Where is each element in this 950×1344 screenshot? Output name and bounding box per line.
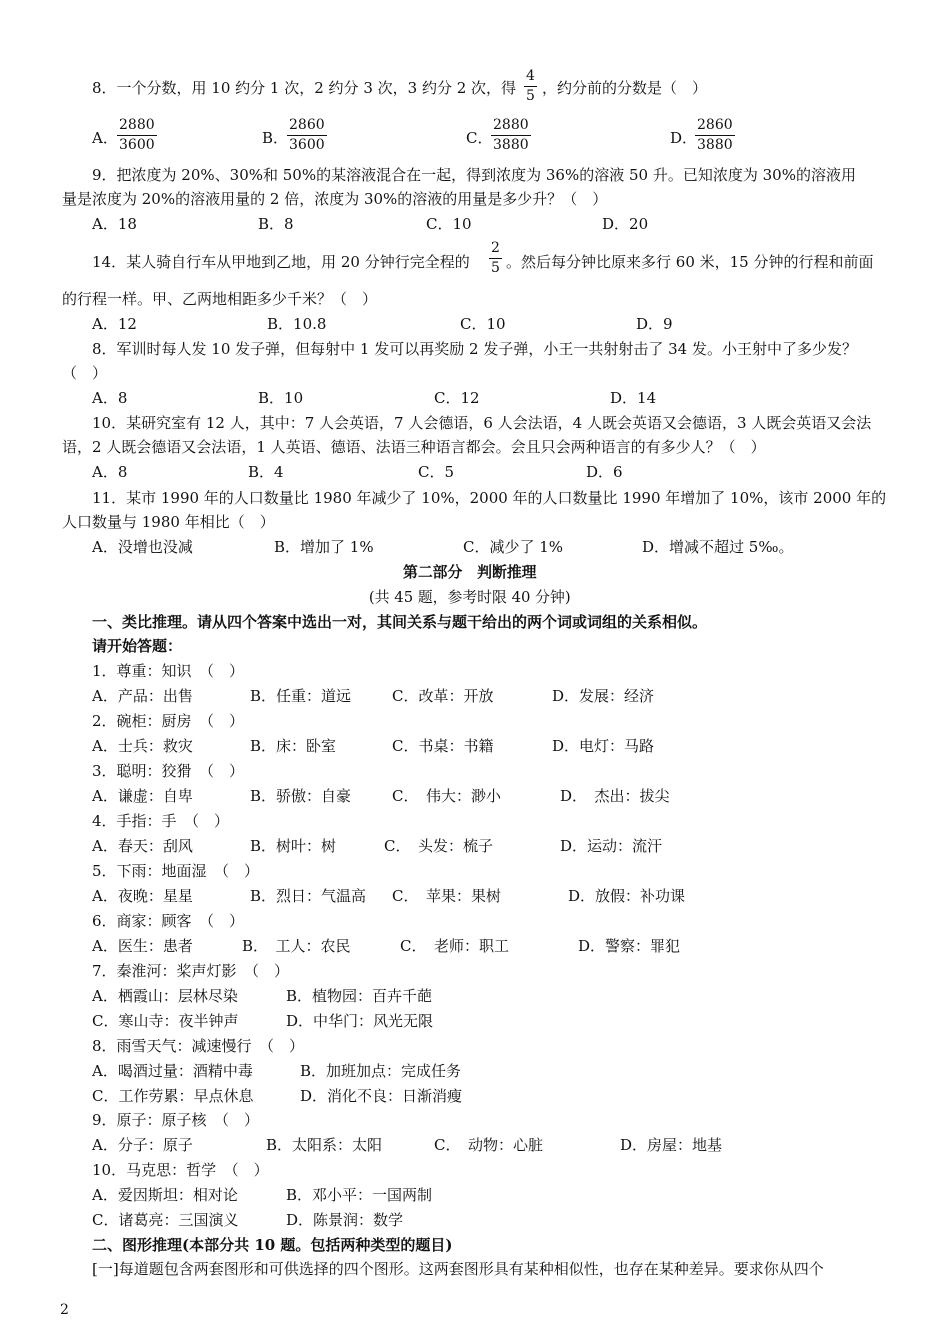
analogy-6-option-c: C． 老师：职工 xyxy=(400,937,509,955)
page-number: 2 xyxy=(60,1302,69,1318)
analogy-4-option-b: B．树叶：树 xyxy=(250,837,337,855)
q8b-line1: 8．军训时每人发 10 发子弹，但每射中 1 发可以再奖励 2 发子弹，小王一共射射击了 34 发。小王射中了多少发？ xyxy=(92,340,857,358)
q8a-option-b xyxy=(287,117,327,154)
analogy-5-option-c: C． 苹果：果树 xyxy=(392,887,501,905)
q8a-option-a-num: 2880 xyxy=(117,117,157,136)
q14-frac-num: 2 xyxy=(489,240,502,259)
q8a-stem-a: 8．一个分数，用 10 约分 1 次，2 约分 3 次，3 约分 2 次，得 xyxy=(92,79,517,97)
q10-option-c: C．5 xyxy=(418,463,455,481)
analogy-2-option-d: D．电灯：马路 xyxy=(552,737,655,755)
sec1-heading: 一、类比推理。请从四个答案中选出一对，其间关系与题干给出的两个词或词组的关系相似。 xyxy=(92,613,708,631)
q8a-option-c xyxy=(491,117,531,154)
q8a-stem-b: ，约分前的分数是（ ） xyxy=(542,79,708,97)
analogy-10-option-c: C．诸葛亮：三国演义 xyxy=(92,1211,239,1229)
analogy-4-option-a: A．春天：刮风 xyxy=(92,837,193,855)
q11-line2: 人口数量与 1980 年相比（ ） xyxy=(62,513,275,531)
q10-option-a: A．8 xyxy=(92,463,128,481)
analogy-9-option-a: A．分子：原子 xyxy=(92,1136,193,1154)
q11-line1: 11．某市 1990 年的人口数量比 1980 年减少了 10%，2000 年的人口数量比 1990 年增加了 10%，该市 2000 年的 xyxy=(92,489,887,507)
q8a-option-b-label: B． xyxy=(262,129,289,147)
analogy-6-option-b: B． 工人：农民 xyxy=(242,937,351,955)
q9-line2: 量是浓度为 20%的溶液用量的 2 倍，浓度为 30%的溶液的用量是多少升？（ ） xyxy=(62,190,608,208)
analogy-10-option-b: B．邓小平：一国两制 xyxy=(286,1186,433,1204)
analogy-4-option-c: C． 头发：梳子 xyxy=(384,837,493,855)
q8b-option-d: D．14 xyxy=(610,389,657,407)
q11-option-d: D．增减不超过 5‰。 xyxy=(642,538,794,556)
q14-option-b: B．10.8 xyxy=(267,315,327,333)
q9-option-c: C．10 xyxy=(426,215,472,233)
sec2-line1: [一]每道题包含两套图形和可供选择的四个图形。这两套图形具有某种相似性，也存在某种差异。要求你从四个 xyxy=(92,1260,824,1278)
q14-fraction xyxy=(489,240,502,277)
analogy-1-option-b: B．任重：道远 xyxy=(250,687,352,705)
analogy-3-option-a: A．谦虚：自卑 xyxy=(92,787,193,805)
q8a-option-a-label: A． xyxy=(92,129,118,147)
q8a-option-b-num: 2860 xyxy=(287,117,327,136)
analogy-5-stem: 5．下雨：地面湿 （ ） xyxy=(92,862,260,880)
analogy-7-stem: 7．秦淮河：桨声灯影 （ ） xyxy=(92,962,290,980)
q14-line2: 的行程一样。甲、乙两地相距多少千米？（ ） xyxy=(62,290,378,308)
analogy-3-option-c: C． 伟大：渺小 xyxy=(392,787,501,805)
q8b-option-c: C．12 xyxy=(434,389,480,407)
analogy-8-option-b: B．加班加点：完成任务 xyxy=(300,1062,462,1080)
analogy-1-stem: 1．尊重：知识 （ ） xyxy=(92,662,245,680)
q8a-option-c-num: 2880 xyxy=(491,117,531,136)
analogy-8-option-c: C．工作劳累：早点休息 xyxy=(92,1087,254,1105)
analogy-4-option-d: D．运动：流汗 xyxy=(560,837,663,855)
analogy-10-option-a: A．爱因斯坦：相对论 xyxy=(92,1186,238,1204)
analogy-7-option-d: D．中华门：风光无限 xyxy=(286,1012,434,1030)
analogy-7-option-b: B．植物园：百卉千葩 xyxy=(286,987,433,1005)
analogy-2-stem: 2．碗柜：厨房 （ ） xyxy=(92,712,245,730)
analogy-1-option-d: D．发展：经济 xyxy=(552,687,655,705)
sec1-start: 请开始答题： xyxy=(92,637,183,655)
q8a-option-a xyxy=(117,117,157,154)
q9-option-b: B．8 xyxy=(258,215,294,233)
analogy-10-option-d: D．陈景润：数学 xyxy=(286,1211,404,1229)
q8a-frac-den: 5 xyxy=(526,88,535,104)
analogy-9-stem: 9．原子：原子核 （ ） xyxy=(92,1111,260,1129)
analogy-6-option-a: A．医生：患者 xyxy=(92,937,193,955)
part2-title: 第二部分 判断推理 xyxy=(403,563,537,581)
q14-frac-den: 5 xyxy=(491,260,500,276)
analogy-8-stem: 8．雨雪天气：减速慢行 （ ） xyxy=(92,1037,305,1055)
q9-option-d: D．20 xyxy=(602,215,649,233)
q10-line1: 10．某研究室有 12 人，其中：7 人会英语，7 人会德语，6 人会法语，4 人既会英语又会德语，3 人既会英语又会法 xyxy=(92,414,872,432)
analogy-8-option-d: D．消化不良：日渐消瘦 xyxy=(300,1087,463,1105)
sec2-heading: 二、图形推理(本部分共 10 题。包括两种类型的题目) xyxy=(92,1236,453,1254)
q11-option-a: A．没增也没减 xyxy=(92,538,193,556)
q8a-frac-num: 4 xyxy=(524,68,537,87)
analogy-2-option-c: C．书桌：书籍 xyxy=(392,737,494,755)
q14-option-d: D．9 xyxy=(636,315,673,333)
analogy-3-stem: 3．聪明：狡猾 （ ） xyxy=(92,762,245,780)
q10-option-b: B．4 xyxy=(248,463,284,481)
analogy-2-option-b: B．床：卧室 xyxy=(250,737,337,755)
q14-stem-a: 14．某人骑自行车从甲地到乙地，用 20 分钟行完全程的 xyxy=(92,253,470,271)
analogy-3-option-b: B．骄傲：自豪 xyxy=(250,787,352,805)
q8b-option-a: A．8 xyxy=(92,389,128,407)
q9-line1: 9．把浓度为 20%、30%和 50%的某溶液混合在一起，得到浓度为 36%的溶液 50 升。已知浓度为 30%的溶液用 xyxy=(92,166,856,184)
analogy-6-option-d: D．警察：罪犯 xyxy=(578,937,681,955)
part2-subtitle: (共 45 题，参考时限 40 分钟) xyxy=(368,588,571,606)
analogy-9-option-b: B．太阳系：太阳 xyxy=(266,1136,383,1154)
q8a-option-c-den: 3880 xyxy=(493,137,529,153)
analogy-1-option-c: C．改革：开放 xyxy=(392,687,494,705)
q8b-line2: （ ） xyxy=(62,364,108,382)
analogy-9-option-c: C． 动物：心脏 xyxy=(434,1136,543,1154)
analogy-5-option-d: D．放假：补功课 xyxy=(568,887,686,905)
q8a-fraction xyxy=(524,68,537,105)
q14-option-c: C．10 xyxy=(460,315,506,333)
q8a-option-b-den: 3600 xyxy=(289,137,325,153)
q11-option-b: B．增加了 1% xyxy=(274,538,374,556)
analogy-2-option-a: A．士兵：救灾 xyxy=(92,737,193,755)
analogy-9-option-d: D．房屋：地基 xyxy=(620,1136,723,1154)
analogy-7-option-a: A．栖霞山：层林尽染 xyxy=(92,987,238,1005)
q8a-option-d-num: 2860 xyxy=(695,117,735,136)
analogy-6-stem: 6．商家：顾客 （ ） xyxy=(92,912,245,930)
q8a-option-d-label: D． xyxy=(670,129,698,147)
analogy-7-option-c: C．寒山寺：夜半钟声 xyxy=(92,1012,239,1030)
q8a-option-d xyxy=(695,117,735,154)
q14-option-a: A．12 xyxy=(92,315,137,333)
q14-stem-b: 。然后每分钟比原来多行 60 米，15 分钟的行程和前面 xyxy=(506,253,874,271)
q8a-option-c-label: C． xyxy=(466,129,493,147)
q9-option-a: A．18 xyxy=(92,215,137,233)
analogy-4-stem: 4．手指：手 （ ） xyxy=(92,812,230,830)
q10-line2: 语，2 人既会德语又会法语，1 人英语、德语、法语三种语言都会。会且只会两种语言的有多少人？（ ） xyxy=(62,438,766,456)
analogy-5-option-a: A．夜晚：星星 xyxy=(92,887,193,905)
analogy-10-stem: 10．马克思：哲学 （ ） xyxy=(92,1161,269,1179)
analogy-5-option-b: B．烈日：气温高 xyxy=(250,887,367,905)
q8a-option-a-den: 3600 xyxy=(119,137,155,153)
analogy-8-option-a: A．喝酒过量：酒精中毒 xyxy=(92,1062,253,1080)
analogy-1-option-a: A．产品：出售 xyxy=(92,687,193,705)
analogy-3-option-d: D． 杰出：拔尖 xyxy=(560,787,670,805)
q10-option-d: D．6 xyxy=(586,463,623,481)
q8a-option-d-den: 3880 xyxy=(697,137,733,153)
q8b-option-b: B．10 xyxy=(258,389,304,407)
q11-option-c: C．减少了 1% xyxy=(463,538,564,556)
